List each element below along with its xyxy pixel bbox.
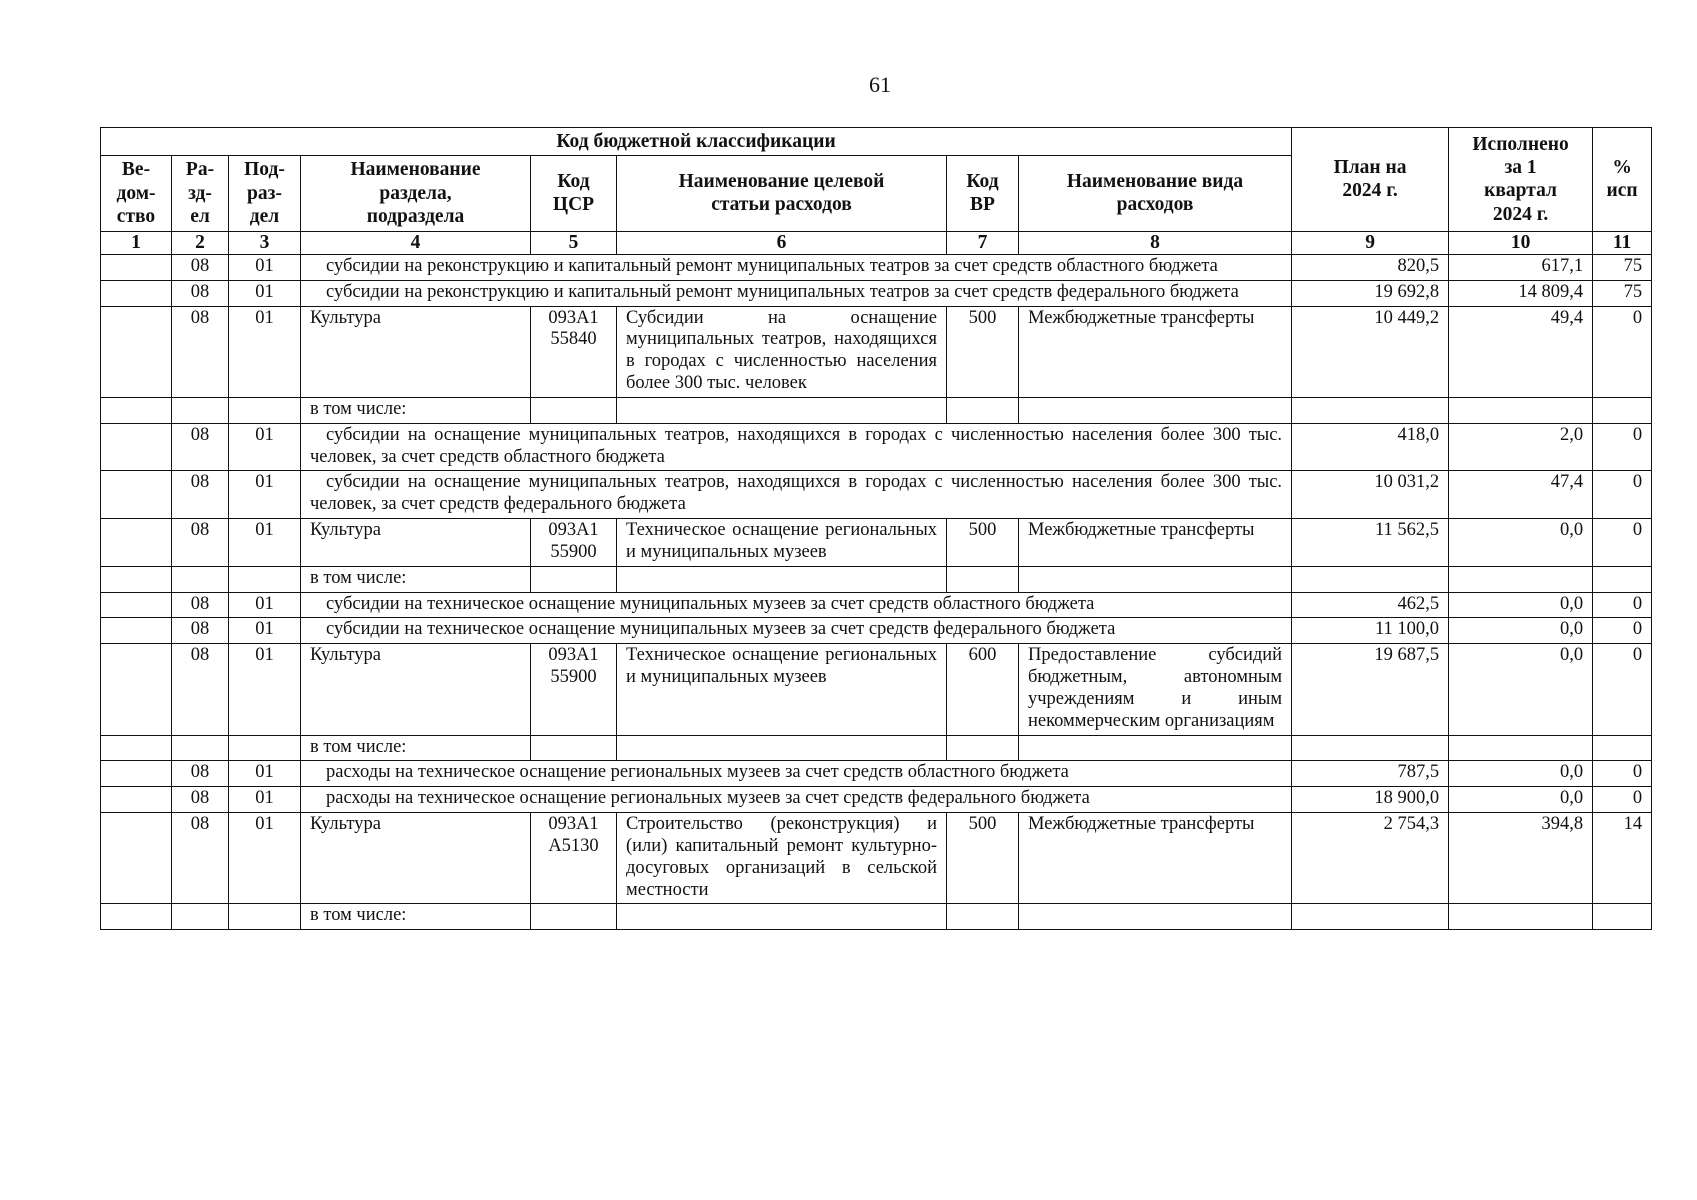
cell-empty	[531, 397, 617, 423]
table-row-subsidy	[101, 423, 1652, 471]
table-row-main	[101, 306, 1652, 397]
cell-empty	[947, 566, 1019, 592]
cell-empty	[617, 566, 947, 592]
table-row-main	[101, 519, 1652, 567]
header-podrazdel: Под- раз- дел	[229, 156, 301, 231]
cell-section-name: Культура	[301, 519, 531, 567]
cell-plan: 2 754,3	[1292, 813, 1449, 904]
column-number: 10	[1449, 231, 1593, 254]
cell-razdel	[172, 566, 229, 592]
cell-article-name: Субсидии на оснащение муниципальных театров, находящихся в городах с численностью населения более 300 тыс. человек	[617, 306, 947, 397]
cell-empty	[1019, 397, 1292, 423]
cell-percent: 0	[1593, 423, 1652, 471]
cell-empty	[1292, 397, 1449, 423]
cell-podrazdel: 01	[229, 423, 301, 471]
cell-razdel: 08	[172, 761, 229, 787]
cell-executed: 2,0	[1449, 423, 1593, 471]
cell-kind-name: Предоставление субсидий бюджетным, автономным учреждениям и иным некоммерческим организациям	[1019, 644, 1292, 735]
cell-plan: 10 449,2	[1292, 306, 1449, 397]
cell-empty	[617, 904, 947, 930]
cell-including-label: в том числе:	[301, 566, 531, 592]
cell-percent: 0	[1593, 306, 1652, 397]
column-number: 7	[947, 231, 1019, 254]
cell-podrazdel: 01	[229, 787, 301, 813]
cell-empty	[1449, 904, 1593, 930]
cell-article-name: Техническое оснащение региональных и муниципальных музеев	[617, 519, 947, 567]
cell-razdel	[172, 735, 229, 761]
cell-razdel: 08	[172, 306, 229, 397]
cell-including-label: в том числе:	[301, 735, 531, 761]
cell-razdel	[172, 397, 229, 423]
cell-percent: 0	[1593, 519, 1652, 567]
cell-executed: 0,0	[1449, 761, 1593, 787]
cell-razdel: 08	[172, 787, 229, 813]
cell-empty	[531, 566, 617, 592]
cell-percent: 75	[1593, 254, 1652, 280]
cell-razdel: 08	[172, 644, 229, 735]
cell-plan: 418,0	[1292, 423, 1449, 471]
cell-plan: 19 687,5	[1292, 644, 1449, 735]
cell-vr: 500	[947, 306, 1019, 397]
cell-empty	[947, 735, 1019, 761]
cell-razdel: 08	[172, 423, 229, 471]
cell-plan: 787,5	[1292, 761, 1449, 787]
header-razdel: Ра- зд- ел	[172, 156, 229, 231]
column-number: 11	[1593, 231, 1652, 254]
cell-vedomstvo	[101, 566, 172, 592]
budget-table	[100, 127, 1652, 930]
table-row-including	[101, 566, 1652, 592]
cell-vedomstvo	[101, 618, 172, 644]
table-row-subsidy	[101, 761, 1652, 787]
header-vedomstvo: Ве- дом- ство	[101, 156, 172, 231]
column-number: 8	[1019, 231, 1292, 254]
cell-executed: 14 809,4	[1449, 280, 1593, 306]
cell-empty	[1449, 735, 1593, 761]
cell-razdel: 08	[172, 280, 229, 306]
table-row-subsidy	[101, 471, 1652, 519]
cell-empty	[1292, 566, 1449, 592]
cell-razdel: 08	[172, 471, 229, 519]
cell-plan: 11 562,5	[1292, 519, 1449, 567]
cell-percent: 14	[1593, 813, 1652, 904]
cell-podrazdel: 01	[229, 306, 301, 397]
cell-vedomstvo	[101, 904, 172, 930]
cell-executed: 49,4	[1449, 306, 1593, 397]
cell-article-name: Техническое оснащение региональных и муниципальных музеев	[617, 644, 947, 735]
cell-plan: 462,5	[1292, 592, 1449, 618]
cell-section-name: Культура	[301, 306, 531, 397]
cell-razdel	[172, 904, 229, 930]
cell-razdel: 08	[172, 254, 229, 280]
column-number: 2	[172, 231, 229, 254]
cell-csr: 093А1 55900	[531, 644, 617, 735]
cell-executed: 0,0	[1449, 618, 1593, 644]
cell-empty	[1593, 735, 1652, 761]
cell-podrazdel: 01	[229, 644, 301, 735]
cell-empty	[1019, 904, 1292, 930]
cell-executed: 0,0	[1449, 644, 1593, 735]
cell-empty	[1019, 566, 1292, 592]
cell-percent: 0	[1593, 787, 1652, 813]
cell-empty	[1593, 397, 1652, 423]
cell-vedomstvo	[101, 761, 172, 787]
cell-section-name: Культура	[301, 813, 531, 904]
table-row-main	[101, 813, 1652, 904]
table-row-subsidy	[101, 592, 1652, 618]
cell-vedomstvo	[101, 787, 172, 813]
cell-article-name: Строительство (реконструкция) и (или) капитальный ремонт культурно-досуговых организаций в сельской местности	[617, 813, 947, 904]
table-header	[101, 128, 1652, 255]
cell-vedomstvo	[101, 519, 172, 567]
cell-percent: 0	[1593, 761, 1652, 787]
cell-podrazdel	[229, 566, 301, 592]
header-percent: % исп	[1593, 128, 1652, 232]
table-row-including	[101, 735, 1652, 761]
cell-executed: 617,1	[1449, 254, 1593, 280]
table-row-subsidy	[101, 618, 1652, 644]
cell-empty	[947, 904, 1019, 930]
cell-razdel: 08	[172, 519, 229, 567]
table-row-subsidy	[101, 280, 1652, 306]
cell-subsidy-description: субсидии на техническое оснащение муниципальных музеев за счет средств областного бюджета	[301, 592, 1292, 618]
cell-podrazdel: 01	[229, 761, 301, 787]
cell-empty	[947, 397, 1019, 423]
cell-vedomstvo	[101, 644, 172, 735]
table-body	[101, 254, 1652, 929]
cell-plan: 10 031,2	[1292, 471, 1449, 519]
cell-podrazdel: 01	[229, 519, 301, 567]
cell-empty	[1292, 735, 1449, 761]
header-article-name: Наименование целевой статьи расходов	[617, 156, 947, 231]
table-row-including	[101, 904, 1652, 930]
cell-including-label: в том числе:	[301, 904, 531, 930]
cell-empty	[1593, 566, 1652, 592]
table-row-subsidy	[101, 787, 1652, 813]
cell-vedomstvo	[101, 306, 172, 397]
cell-empty	[531, 904, 617, 930]
header-executed: Исполнено за 1 квартал 2024 г.	[1449, 128, 1593, 232]
cell-including-label: в том числе:	[301, 397, 531, 423]
cell-vedomstvo	[101, 592, 172, 618]
cell-vedomstvo	[101, 397, 172, 423]
header-kind-name: Наименование вида расходов	[1019, 156, 1292, 231]
cell-executed: 0,0	[1449, 787, 1593, 813]
header-csr: Код ЦСР	[531, 156, 617, 231]
column-number: 1	[101, 231, 172, 254]
cell-podrazdel: 01	[229, 813, 301, 904]
cell-section-name: Культура	[301, 644, 531, 735]
table-row-subsidy	[101, 254, 1652, 280]
cell-empty	[1019, 735, 1292, 761]
column-number: 6	[617, 231, 947, 254]
column-number: 3	[229, 231, 301, 254]
cell-vedomstvo	[101, 813, 172, 904]
cell-vedomstvo	[101, 254, 172, 280]
page-number: 61	[869, 72, 891, 97]
column-number: 5	[531, 231, 617, 254]
cell-subsidy-description: субсидии на реконструкцию и капитальный ремонт муниципальных театров за счет средств областного бюджета	[301, 254, 1292, 280]
cell-podrazdel: 01	[229, 592, 301, 618]
cell-executed: 0,0	[1449, 519, 1593, 567]
column-number: 9	[1292, 231, 1449, 254]
cell-subsidy-description: расходы на техническое оснащение региональных музеев за счет средств областного бюджета	[301, 761, 1292, 787]
cell-percent: 0	[1593, 471, 1652, 519]
cell-percent: 0	[1593, 644, 1652, 735]
cell-podrazdel: 01	[229, 254, 301, 280]
cell-podrazdel	[229, 904, 301, 930]
cell-razdel: 08	[172, 813, 229, 904]
cell-razdel: 08	[172, 592, 229, 618]
cell-empty	[1593, 904, 1652, 930]
cell-plan: 19 692,8	[1292, 280, 1449, 306]
cell-executed: 394,8	[1449, 813, 1593, 904]
cell-razdel: 08	[172, 618, 229, 644]
cell-percent: 0	[1593, 592, 1652, 618]
cell-vr: 600	[947, 644, 1019, 735]
cell-percent: 0	[1593, 618, 1652, 644]
cell-subsidy-description: субсидии на техническое оснащение муниципальных музеев за счет средств федерального бюджета	[301, 618, 1292, 644]
cell-executed: 47,4	[1449, 471, 1593, 519]
cell-kind-name: Межбюджетные трансферты	[1019, 519, 1292, 567]
cell-vedomstvo	[101, 471, 172, 519]
cell-podrazdel	[229, 397, 301, 423]
header-section-name: Наименование раздела, подраздела	[301, 156, 531, 231]
cell-kind-name: Межбюджетные трансферты	[1019, 306, 1292, 397]
cell-empty	[531, 735, 617, 761]
cell-plan: 820,5	[1292, 254, 1449, 280]
cell-empty	[617, 735, 947, 761]
cell-podrazdel: 01	[229, 280, 301, 306]
header-plan: План на 2024 г.	[1292, 128, 1449, 232]
cell-subsidy-description: субсидии на реконструкцию и капитальный ремонт муниципальных театров за счет средств федерального бюджета	[301, 280, 1292, 306]
table-row-including	[101, 397, 1652, 423]
cell-empty	[1449, 397, 1593, 423]
cell-empty	[1292, 904, 1449, 930]
cell-csr: 093А1 А5130	[531, 813, 617, 904]
column-numbers-row	[101, 231, 1652, 254]
cell-vr: 500	[947, 813, 1019, 904]
cell-subsidy-description: субсидии на оснащение муниципальных театров, находящихся в городах с численностью населения более 300 тыс. человек, за счет средств областного бюджета	[301, 423, 1292, 471]
cell-vedomstvo	[101, 735, 172, 761]
cell-csr: 093А1 55900	[531, 519, 617, 567]
cell-csr: 093А1 55840	[531, 306, 617, 397]
cell-empty	[617, 397, 947, 423]
cell-vedomstvo	[101, 423, 172, 471]
budget-classification-header: Код бюджетной классификации	[101, 128, 1292, 156]
table-row-main	[101, 644, 1652, 735]
cell-podrazdel: 01	[229, 618, 301, 644]
cell-subsidy-description: расходы на техническое оснащение региональных музеев за счет средств федерального бюджета	[301, 787, 1292, 813]
cell-plan: 18 900,0	[1292, 787, 1449, 813]
cell-executed: 0,0	[1449, 592, 1593, 618]
header-vr: Код ВР	[947, 156, 1019, 231]
column-number: 4	[301, 231, 531, 254]
cell-percent: 75	[1593, 280, 1652, 306]
cell-podrazdel: 01	[229, 471, 301, 519]
cell-vedomstvo	[101, 280, 172, 306]
cell-kind-name: Межбюджетные трансферты	[1019, 813, 1292, 904]
cell-subsidy-description: субсидии на оснащение муниципальных театров, находящихся в городах с численностью населения более 300 тыс. человек, за счет средств федерального бюджета	[301, 471, 1292, 519]
cell-vr: 500	[947, 519, 1019, 567]
cell-empty	[1449, 566, 1593, 592]
cell-podrazdel	[229, 735, 301, 761]
cell-plan: 11 100,0	[1292, 618, 1449, 644]
